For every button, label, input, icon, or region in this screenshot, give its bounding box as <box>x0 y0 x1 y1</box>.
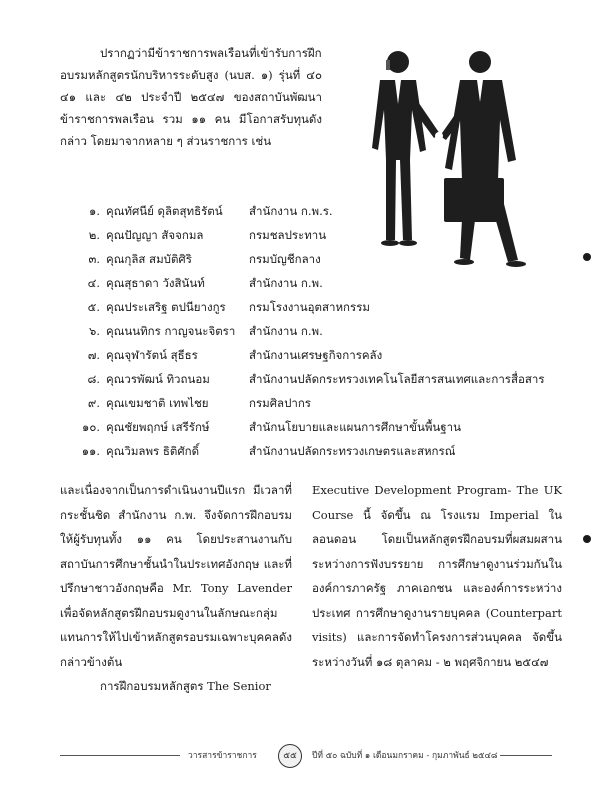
recipient-name: คุณกุลิส สมบัติศิริ <box>106 252 192 266</box>
recipient-number: ๓. <box>88 252 100 266</box>
recipient-number: ๙. <box>87 396 100 410</box>
recipient-name: คุณเขมชาติ เทพไชย <box>106 396 209 410</box>
recipient-number: ๒. <box>88 228 100 242</box>
recipient-number: ๑. <box>89 204 100 218</box>
recipient-number: ๖. <box>89 324 100 338</box>
recipient-organization: สำนักนโยบายและแผนการศึกษาขั้นพื้นฐาน <box>249 420 461 434</box>
page-number-badge <box>278 744 302 768</box>
recipient-number: ๑๐. <box>82 420 100 434</box>
recipient-organization: กรมศิลปากร <box>249 396 311 410</box>
recipient-organization: กรมบัญชีกลาง <box>249 252 321 266</box>
recipient-name: คุณวิมลพร ธิติศักดิ์ <box>106 444 200 458</box>
left-column <box>60 478 292 699</box>
footer-rule-right <box>500 755 552 756</box>
right-paragraph-1: Executive Development Program- The UK Course นี้ จัดขึ้น ณ โรงแรม Imperial ในลอนดอน โดยเป็นหลักสูตรฝึกอบรมที่ผสมผสานระหว่างการฟังบรรยาย การศึกษาดูงานร่วมกันในองค์การภาครัฐ ภาคเอกชน และองค์การระหว่างประเทศ การศึกษาดูงานรายบุคคล (Counterpart visits) และการจัดทำโครงการส่วนบุคคล จัดขึ้นระหว่างวันที่ ๑๘ ตุลาคม - ๒ พฤศจิกายน ๒๕๔๗ <box>312 483 562 669</box>
recipient-organization: สำนักงานปลัดกระทรวงเกษตรและสหกรณ์ <box>249 444 456 458</box>
recipient-number: ๗. <box>87 348 100 362</box>
scan-mark <box>583 535 591 543</box>
recipient-name: คุณปัญญา สัจจกมล <box>106 228 204 242</box>
recipient-name: คุณประเสริฐ ตปนียางกูร <box>106 300 226 314</box>
intro-block <box>60 42 322 152</box>
recipient-number: ๑๑. <box>81 444 100 458</box>
intro-paragraph: ปรากฏว่ามีข้าราชการพลเรือนที่เข้ารับการฝึกอบรมหลักสูตรนักบริหารระดับสูง (นบส. ๑) รุ่นที่ ๔๐ ๔๑ และ ๔๒ ประจำปี ๒๕๔๗ ของสถาบันพัฒนาข้าราชการพลเรือน รวม ๑๑ คน มีโอกาสรับทุนดังกล่าว โดยมาจากหลาย ๆ ส่วนราชการ เช่น <box>60 46 322 148</box>
recipient-name: คุณจุฬารัตน์ สุธีธร <box>106 348 198 362</box>
recipient-name: คุณวรพัฒน์ ทิวถนอม <box>106 372 210 386</box>
recipient-organization: สำนักงาน ก.พ. <box>249 324 323 338</box>
recipient-organization: สำนักงานปลัดกระทรวงเทคโนโลยีสารสนเทศและการสื่อสาร <box>249 372 545 386</box>
recipient-name: คุณชัยพฤกษ์ เสรีรักษ์ <box>106 420 210 434</box>
right-column <box>312 478 562 674</box>
recipient-name: คุณนนทิกร กาญจนะจิตรา <box>106 324 236 338</box>
recipient-number: ๔. <box>87 276 100 290</box>
recipient-number: ๘. <box>87 372 100 386</box>
recipient-name: คุณสุธาดา วังสินันท์ <box>106 276 205 290</box>
recipient-organization: กรมชลประทาน <box>249 228 327 242</box>
footer-magazine-title: วารสารข้าราชการ <box>188 751 257 761</box>
recipient-number: ๕. <box>87 300 100 314</box>
handshake-illustration <box>340 40 540 280</box>
left-paragraph-2: การฝึกอบรมหลักสูตร The Senior <box>100 679 271 693</box>
footer-issue-info: ปีที่ ๕๐ ฉบับที่ ๑ เดือนมกราคม - กุมภาพันธ์ ๒๕๔๘ <box>312 751 498 761</box>
footer-rule-left <box>60 755 180 756</box>
scan-mark <box>583 253 591 261</box>
recipient-organization: กรมโรงงานอุตสาหกรรม <box>249 300 370 314</box>
recipient-organization: สำนักงานเศรษฐกิจการคลัง <box>249 348 383 362</box>
recipient-name: คุณทัศนีย์ ดุลิตสุทธิรัตน์ <box>106 204 223 218</box>
left-paragraph-1: และเนื่องจากเป็นการดำเนินงานปีแรก มีเวลาที่กระชั้นชิด สำนักงาน ก.พ. จึงจัดการฝึกอบรมให้ผู้รับทุนทั้ง ๑๑ คน โดยประสานงานกับสถาบันการศึกษาชั้นนำในประเทศอังกฤษ และที่ปรึกษาชาวอังกฤษคือ Mr. Tony Lavender เพื่อจัดหลักสูตรฝึกอบรมดูงานในลักษณะกลุ่ม แทนการให้ไปเข้าหลักสูตรอบรมเฉพาะบุคคลดังกล่าวข้างต้น <box>60 483 292 669</box>
recipient-organization: สำนักงาน ก.พ. <box>249 276 323 290</box>
recipient-organization: สำนักงาน ก.พ.ร. <box>249 204 333 218</box>
page-footer <box>60 744 552 768</box>
page-number: ๕๕ <box>283 751 297 761</box>
